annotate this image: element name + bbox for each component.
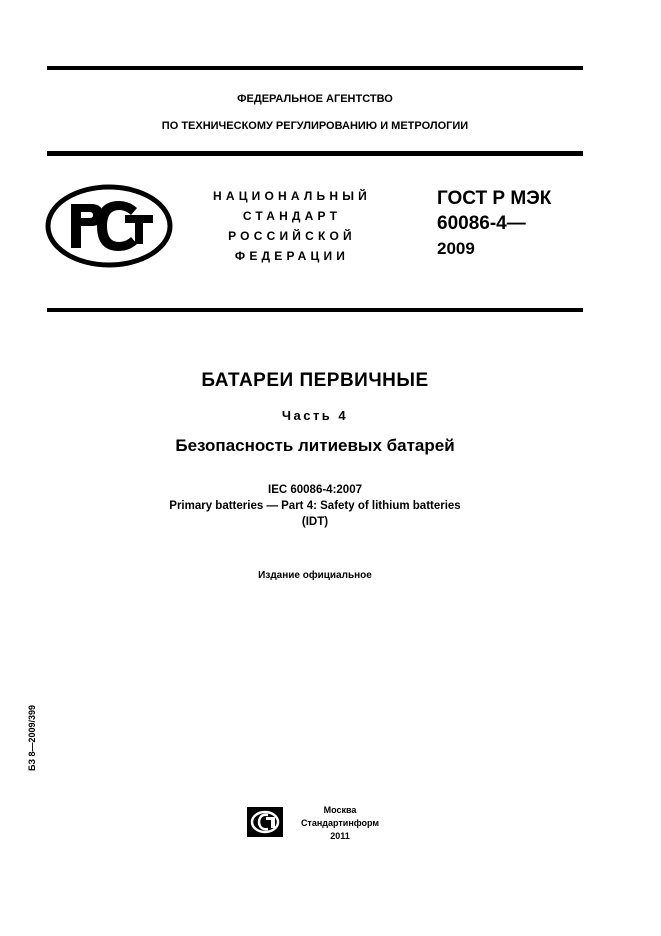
agency-line-1: ФЕДЕРАЛЬНОЕ АГЕНТСТВО [237,93,393,105]
publisher-info [292,804,388,843]
designation-rule [47,308,583,312]
standard-designation [437,186,551,261]
national-standard-label [198,186,386,266]
header-rule [47,151,583,156]
national-standard-line-1: НАЦИОНАЛЬНЫЙ [212,189,372,203]
agency-line-2: ПО ТЕХНИЧЕСКОМУ РЕГУЛИРОВАНИЮ И МЕТРОЛОГИИ [161,120,469,132]
publisher-name: Стандартинформ [300,818,380,828]
designation-line-3: 2009 [437,239,475,258]
national-standard-line-3: РОССИЙСКОЙ [228,229,356,243]
side-code: БЗ 8—2009/399 [27,704,37,771]
document-subtitle: Безопасность литиевых батарей [175,436,455,455]
iec-title: Primary batteries — Part 4: Safety of lithium batteries [169,500,461,512]
iec-number: IEC 60086-4:2007 [268,484,362,496]
top-rule [47,66,583,70]
national-standard-line-4: ФЕДЕРАЦИИ [234,249,350,263]
iec-degree: (IDT) [301,516,329,528]
standartinform-logo-icon [246,806,284,838]
designation-line-2: 60086-4— [437,213,526,234]
publisher-city: Москва [323,805,357,815]
document-title: БАТАРЕИ ПЕРВИЧНЫЕ [201,370,429,391]
national-standard-line-2: СТАНДАРТ [242,209,342,223]
designation-line-1: ГОСТ Р МЭК [437,188,552,209]
document-part: Часть 4 [281,408,349,423]
edition-label: Издание официальное [258,570,372,581]
publisher-year: 2011 [330,831,350,841]
rst-certification-logo-icon [45,184,173,268]
iec-reference [47,482,583,530]
